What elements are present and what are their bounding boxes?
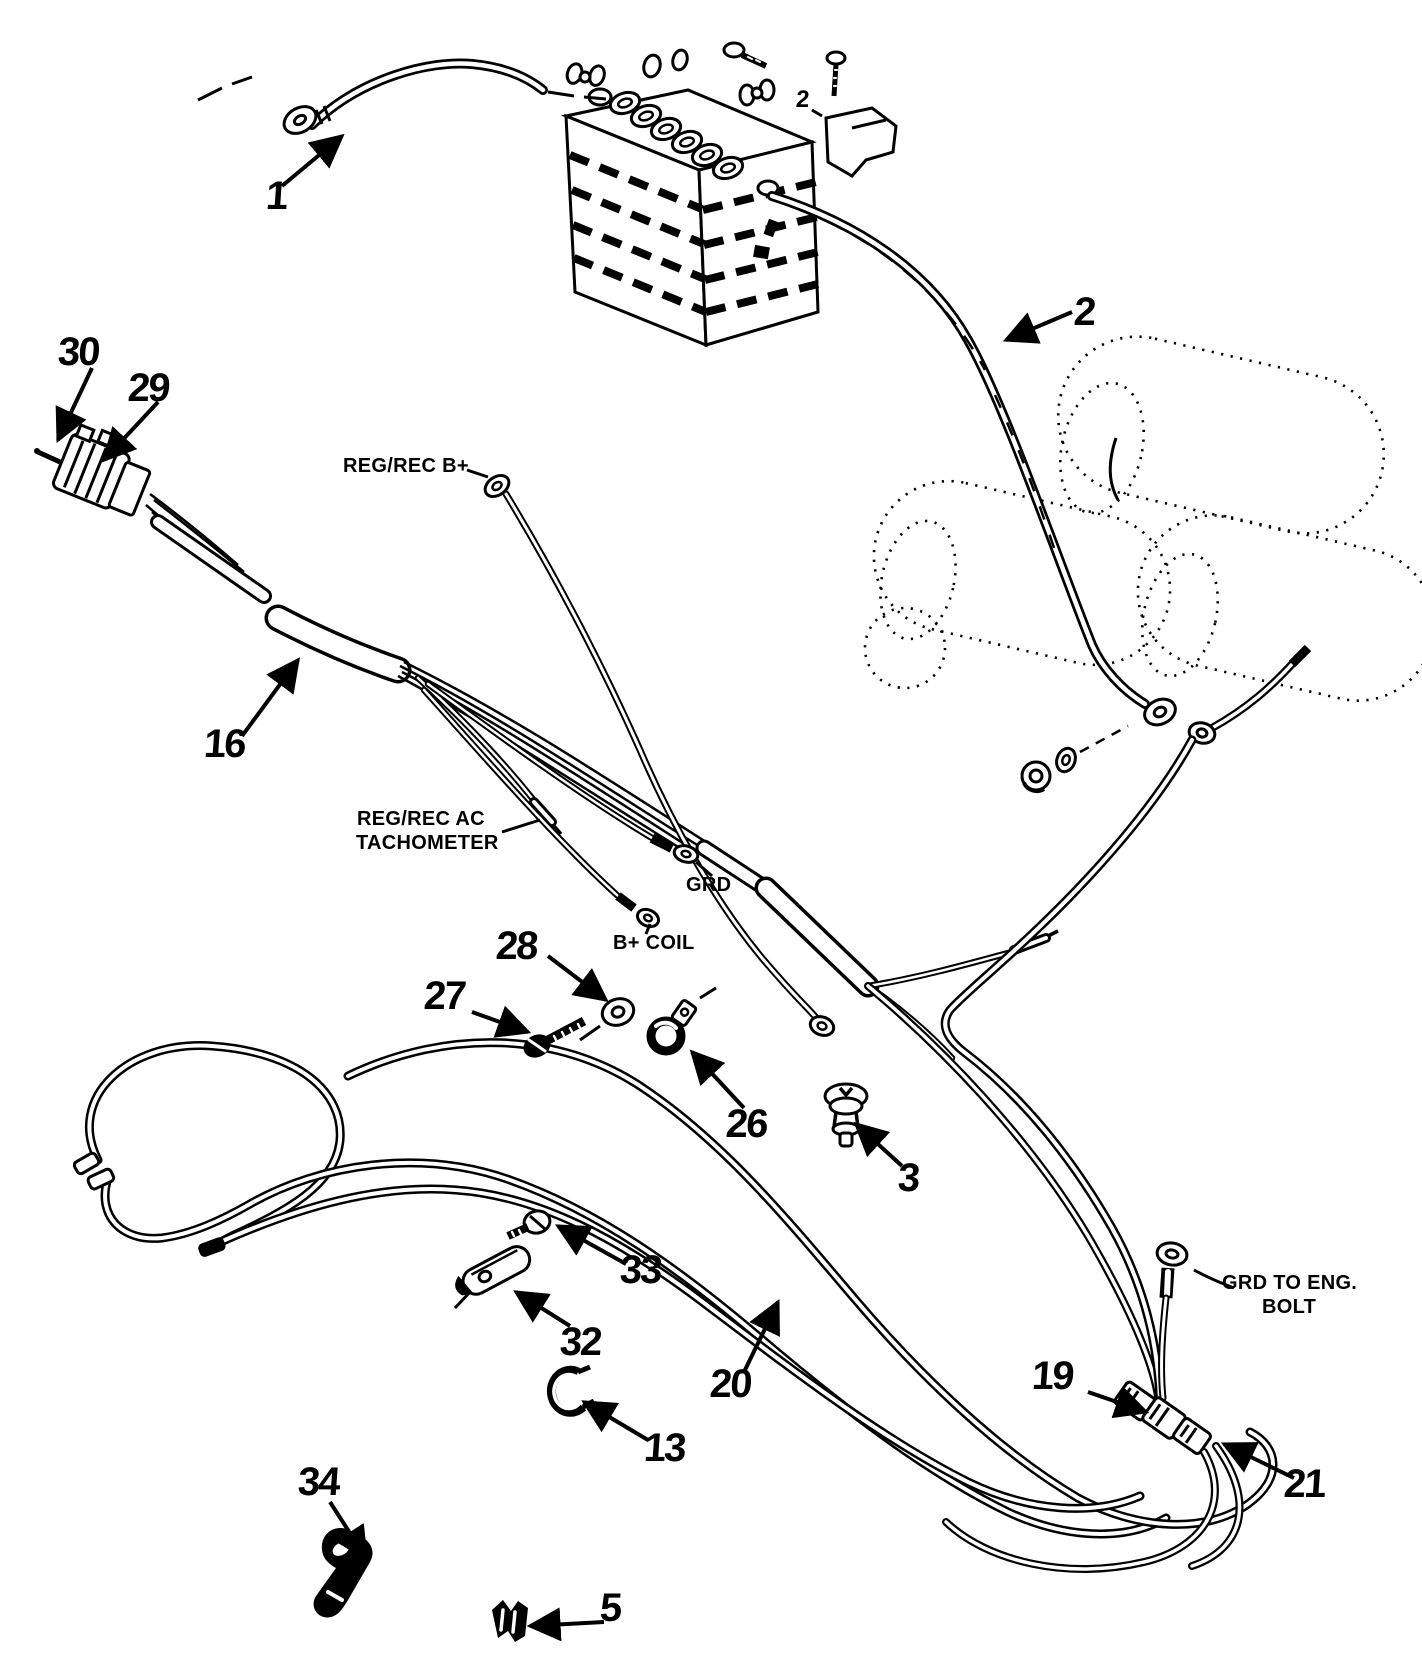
label-grd-to-eng: GRD TO ENG. xyxy=(1222,1272,1358,1294)
callout-33: 33 xyxy=(618,1248,663,1292)
label-b-plus-coil: B+ COIL xyxy=(613,932,695,954)
ring-terminal xyxy=(279,101,320,139)
label-tachometer: TACHOMETER xyxy=(356,832,499,854)
spade-terminal xyxy=(73,1152,100,1175)
label-grd: GRD xyxy=(686,874,732,896)
clamp-32 xyxy=(451,1242,534,1308)
callout-32: 32 xyxy=(558,1320,603,1364)
connector-pin xyxy=(38,452,60,462)
callout-28: 28 xyxy=(494,924,539,968)
callout-30: 30 xyxy=(56,330,101,374)
sleeve-connector-cluster xyxy=(946,1381,1240,1569)
callout-1: 1 xyxy=(264,174,288,218)
label-reg-rec-b-plus: REG/REC B+ xyxy=(343,455,469,477)
terminal-boot xyxy=(826,108,896,176)
spade-terminal xyxy=(1292,648,1308,664)
spade-terminal xyxy=(197,1236,227,1258)
washer-28 xyxy=(580,994,637,1040)
screw-33 xyxy=(508,1208,552,1236)
battery-cable-2 xyxy=(772,196,1308,791)
callout-arrows xyxy=(58,136,1294,1630)
spade-terminal xyxy=(87,1168,115,1190)
callout-20: 20 xyxy=(708,1362,753,1406)
engine-phantom-outline xyxy=(859,321,1422,716)
battery xyxy=(565,43,896,345)
callout-19: 19 xyxy=(1030,1354,1075,1398)
callout-16: 16 xyxy=(202,722,247,766)
callout-29: 29 xyxy=(126,366,171,410)
callout-27: 27 xyxy=(422,974,467,1018)
callout-3: 3 xyxy=(896,1156,920,1200)
cable-clamp-26 xyxy=(651,988,716,1051)
callout-2-small: 2 xyxy=(795,86,809,113)
battery-cable-1 xyxy=(198,63,606,138)
label-bolt: BOLT xyxy=(1262,1296,1317,1318)
callout-2: 2 xyxy=(1072,290,1096,334)
callout-21: 21 xyxy=(1282,1462,1327,1506)
callout-34: 34 xyxy=(296,1460,341,1504)
callout-13: 13 xyxy=(642,1426,687,1470)
label-reg-rec-ac: REG/REC AC xyxy=(357,808,485,830)
callout-26: 26 xyxy=(724,1102,769,1146)
clip-5 xyxy=(492,1600,528,1642)
callout-5: 5 xyxy=(598,1586,622,1630)
terminal-nut-washers xyxy=(1022,726,1128,791)
j-clamp-34 xyxy=(314,1528,373,1617)
ground-wire xyxy=(1155,1241,1188,1398)
engine-to-connector-cable xyxy=(945,740,1192,1400)
plug-3 xyxy=(825,1084,867,1146)
